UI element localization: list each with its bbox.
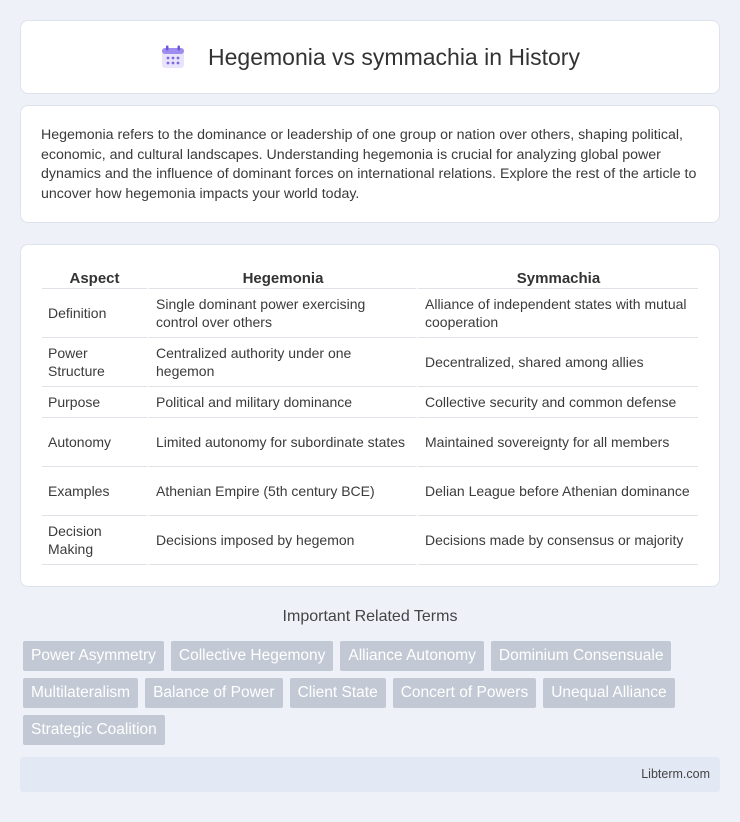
table-row bbox=[42, 467, 698, 516]
comparison-table bbox=[42, 265, 698, 565]
related-term-tag[interactable]: Unequal Alliance bbox=[543, 678, 674, 708]
related-term-tag[interactable]: Strategic Coalition bbox=[23, 715, 165, 745]
calendar-icon bbox=[160, 44, 186, 70]
table-row bbox=[42, 418, 698, 467]
related-term-tag[interactable]: Dominium Consensuale bbox=[491, 641, 672, 671]
footer bbox=[20, 757, 720, 792]
related-term-tag[interactable]: Collective Hegemony bbox=[171, 641, 333, 671]
footer-brand-link[interactable]: Libterm.com bbox=[641, 767, 710, 781]
related-term-tag[interactable]: Power Asymmetry bbox=[23, 641, 164, 671]
row-aspect: Purpose bbox=[42, 387, 147, 418]
related-term-tag[interactable]: Balance of Power bbox=[145, 678, 283, 708]
page-title: Hegemonia vs symmachia in History bbox=[208, 43, 580, 70]
row-hegemonia: Limited autonomy for subordinate states bbox=[147, 418, 416, 467]
row-hegemonia: Political and military dominance bbox=[147, 387, 416, 418]
related-terms-list bbox=[23, 641, 713, 745]
header-card bbox=[20, 20, 720, 94]
column-header-aspect: Aspect bbox=[42, 265, 147, 289]
row-symmachia: Decentralized, shared among allies bbox=[416, 338, 698, 387]
intro-card bbox=[20, 105, 720, 223]
row-symmachia: Decisions made by consensus or majority bbox=[416, 516, 698, 565]
table-row bbox=[42, 387, 698, 418]
row-symmachia: Collective security and common defense bbox=[416, 387, 698, 418]
related-term-tag[interactable]: Concert of Powers bbox=[393, 678, 537, 708]
row-hegemonia: Decisions imposed by hegemon bbox=[147, 516, 416, 565]
related-term-tag[interactable]: Multilateralism bbox=[23, 678, 138, 708]
related-term-tag[interactable]: Client State bbox=[290, 678, 386, 708]
row-aspect: Autonomy bbox=[42, 418, 147, 467]
row-hegemonia: Single dominant power exercising control over others bbox=[147, 289, 416, 338]
row-symmachia: Alliance of independent states with mutual cooperation bbox=[416, 289, 698, 338]
related-terms-title: Important Related Terms bbox=[282, 608, 458, 625]
row-aspect: Power Structure bbox=[42, 338, 147, 387]
intro-paragraph: Hegemonia refers to the dominance or leadership of one group or nation over others, shaping political, economic, and cultural landscapes. Understanding hegemonia is crucial for analyzing global power dynamics and the influence of dominant forces on international relations. Explore the rest of the article to uncover how hegemonia impacts your world today. bbox=[41, 127, 697, 202]
row-hegemonia: Centralized authority under one hegemon bbox=[147, 338, 416, 387]
column-header-hegemonia: Hegemonia bbox=[147, 265, 416, 289]
table-row bbox=[42, 338, 698, 387]
row-aspect: Definition bbox=[42, 289, 147, 338]
comparison-table-card bbox=[20, 244, 720, 587]
table-row bbox=[42, 289, 698, 338]
row-aspect: Decision Making bbox=[42, 516, 147, 565]
row-hegemonia: Athenian Empire (5th century BCE) bbox=[147, 467, 416, 516]
related-term-tag[interactable]: Alliance Autonomy bbox=[340, 641, 484, 671]
table-row bbox=[42, 516, 698, 565]
table-header-row bbox=[42, 265, 698, 289]
row-symmachia: Maintained sovereignty for all members bbox=[416, 418, 698, 467]
row-aspect: Examples bbox=[42, 467, 147, 516]
column-header-symmachia: Symmachia bbox=[416, 265, 698, 289]
row-symmachia: Delian League before Athenian dominance bbox=[416, 467, 698, 516]
